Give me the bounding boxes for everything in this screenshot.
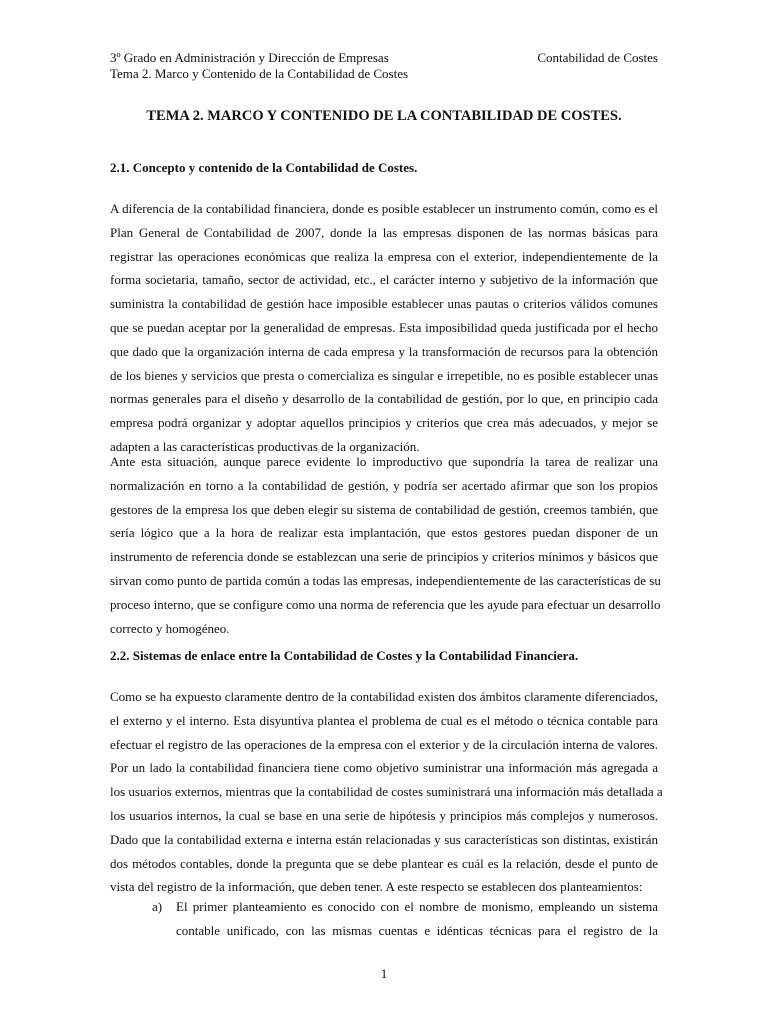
text-line: registrar las operaciones económicas que realiza la empresa con el exterior, independientemente de la <box>110 248 658 264</box>
paragraph <box>110 685 663 899</box>
page-number: 1 <box>380 966 388 981</box>
list-item-text <box>176 895 658 943</box>
header-topic: Tema 2. Marco y Contenido de la Contabilidad de Costes <box>110 66 409 81</box>
text-line: los usuarios internos, la cual se base en una serie de hipótesis y principios más complejos y numerosos. <box>110 807 658 823</box>
text-line: que dado que la organización interna de cada empresa y la transformación de recursos para la obtención <box>110 343 658 359</box>
text-line: normas generales para el diseño y desarrollo de la contabilidad de gestión, por lo que, en principio cada <box>110 391 658 407</box>
text-line: gestores de la empresa los que deben elegir su sistema de contabilidad de gestión, creemos también, que <box>110 501 658 517</box>
text-line: proceso interno, que se configure como una norma de referencia que les ayude para efectuar un desarrollo <box>110 596 661 612</box>
text-line: dos métodos contables, donde la pregunta que se debe plantear es cuál es la relación, desde el punto de <box>110 855 658 871</box>
text-line: efectuar el registro de las operaciones de la empresa con el exterior y de la circulación interna de valores. <box>110 736 658 752</box>
paragraph <box>110 450 661 640</box>
text-line: sería lógico que a la hora de realizar esta implantación, que estos gestores puedan disponer de un <box>110 525 658 541</box>
text-line: Como se ha expuesto claramente dentro de la contabilidad existen dos ámbitos claramente diferenciados, <box>110 689 658 704</box>
text-line: empresa podrá organizar y adoptar aquellos principios y criterios que crea más adecuados, y mejor se <box>110 415 658 431</box>
text-line: instrumento de referencia donde se establezcan una serie de principios y criterios mínimos y básicos que <box>110 549 658 565</box>
document-title: TEMA 2. MARCO Y CONTENIDO DE LA CONTABILIDAD DE COSTES. <box>146 108 622 124</box>
text-line: correcto y homogéneo. <box>110 620 230 636</box>
text-line: El primer planteamiento es conocido con el nombre de monismo, empleando un sistema <box>176 899 658 914</box>
text-line: que se puedan aceptar por la generalidad de empresas. Esta imposibilidad queda justificada por el hecho <box>110 319 658 335</box>
text-line: adapten a las características productivas de la organización. <box>110 438 420 454</box>
text-line: sirvan como punto de partida común a todas las empresas, independientemente de las características de su <box>110 572 661 588</box>
text-line: Dado que la contabilidad externa e interna están relacionadas y sus características son distintas, existirán <box>110 831 658 847</box>
header-subject: Contabilidad de Costes <box>537 50 658 65</box>
section-heading-2-2: 2.2. Sistemas de enlace entre la Contabilidad de Costes y la Contabilidad Financiera. <box>110 648 579 663</box>
running-header <box>110 50 658 82</box>
text-line: de los bienes y servicios que presta o comercializa es singular e irrepetible, no es posible establecer unas <box>110 367 658 383</box>
text-line: Plan General de Contabilidad de 2007, donde la las empresas disponen de las normas básicas para <box>110 224 658 240</box>
text-line: normalización en torno a la contabilidad de gestión, y podría ser acertado afirmar que son los propios <box>110 477 658 493</box>
paragraph <box>110 197 658 459</box>
text-line: contable unificado, con las mismas cuentas e idénticas técnicas para el registro de la <box>176 922 658 938</box>
text-line: A diferencia de la contabilidad financiera, donde es posible establecer un instrumento común, como es el <box>110 201 658 216</box>
header-course: 3º Grado en Administración y Dirección de Empresas <box>110 50 389 65</box>
text-line: el externo y el interno. Esta disyuntiva plantea el problema de cual es el método o técnica contable para <box>110 712 658 728</box>
list-marker: a) <box>152 899 163 914</box>
text-line: forma societaria, tamaño, sector de actividad, etc., el carácter interno y subjetivo de la información que <box>110 272 658 288</box>
text-line: Ante esta situación, aunque parece evidente lo improductivo que supondría la tarea de realizar una <box>110 454 658 469</box>
text-line: suministra la contabilidad de gestión hace imposible establecer unas pautas o criterios válidos comunes <box>110 296 658 312</box>
section-heading-2-1: 2.1. Concepto y contenido de la Contabilidad de Costes. <box>110 160 418 175</box>
text-line: los usuarios externos, mientras que la contabilidad de costes suministrará una información más detallada a <box>110 784 663 800</box>
text-line: Por un lado la contabilidad financiera tiene como objetivo suministrar una información más agregada a <box>110 760 658 776</box>
text-line: vista del registro de la información, que deben tener. A este respecto se establecen dos planteamientos: <box>110 879 643 895</box>
